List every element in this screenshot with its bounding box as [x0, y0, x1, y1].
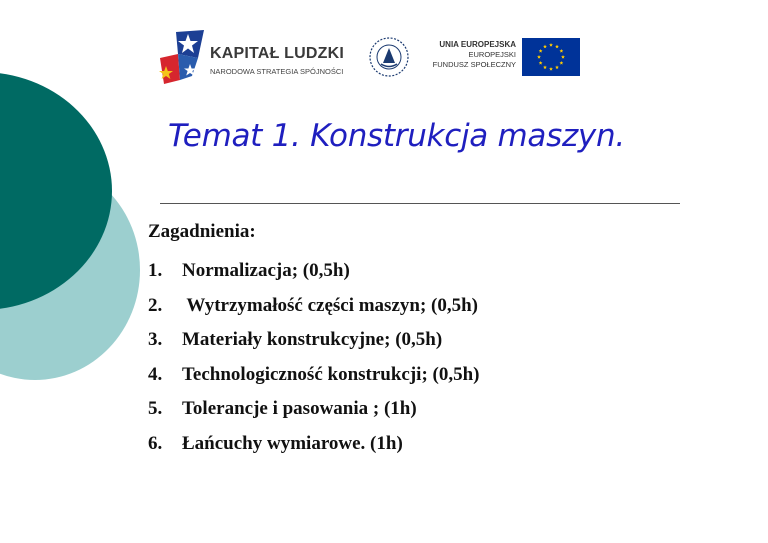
- section-heading: Zagadnienia:: [148, 221, 256, 242]
- kapital-ludzki-mark-icon: [158, 28, 206, 88]
- topic-item: [148, 431, 480, 466]
- topic-number: 1.: [148, 260, 163, 281]
- topic-item: [148, 258, 480, 293]
- topic-number: 3.: [148, 329, 163, 351]
- topic-list: [148, 258, 480, 466]
- topic-text: Łańcuchy wymiarowe. (1h): [182, 432, 403, 454]
- eu-line-1: UNIA EUROPEJSKA: [439, 40, 516, 49]
- topic-number: 2.: [148, 294, 163, 316]
- title-divider: [160, 203, 680, 204]
- topic-item: [148, 362, 480, 397]
- slide-title: Temat 1. Konstrukcja maszyn.: [168, 118, 625, 154]
- topic-item: [148, 293, 480, 328]
- eu-line-2: EUROPEJSKI: [468, 50, 516, 59]
- topic-item: [148, 396, 480, 431]
- topic-text: Tolerancje i pasowania ; (1h): [182, 398, 417, 420]
- eu-flag-icon: [522, 38, 580, 76]
- topic-text: Normalizacja; (0,5h): [182, 260, 350, 281]
- academy-seal-icon: [368, 36, 410, 78]
- kapital-ludzki-subtitle: NARODOWA STRATEGIA SPÓJNOŚCI: [210, 67, 344, 76]
- topic-text: Technologiczność konstrukcji; (0,5h): [182, 363, 480, 385]
- topic-number: 5.: [148, 398, 163, 420]
- topic-text: Materiały konstrukcyjne; (0,5h): [182, 329, 443, 351]
- topic-item: [148, 327, 480, 362]
- topic-text: Wytrzymałość części maszyn; (0,5h): [182, 294, 479, 316]
- kapital-ludzki-title: KAPITAŁ LUDZKI: [210, 45, 345, 62]
- eu-text: [420, 40, 516, 70]
- kapital-ludzki-logo: [158, 28, 358, 88]
- topic-number: 6.: [148, 432, 163, 454]
- topic-number: 4.: [148, 363, 163, 385]
- eu-line-3: FUNDUSZ SPOŁECZNY: [432, 60, 516, 69]
